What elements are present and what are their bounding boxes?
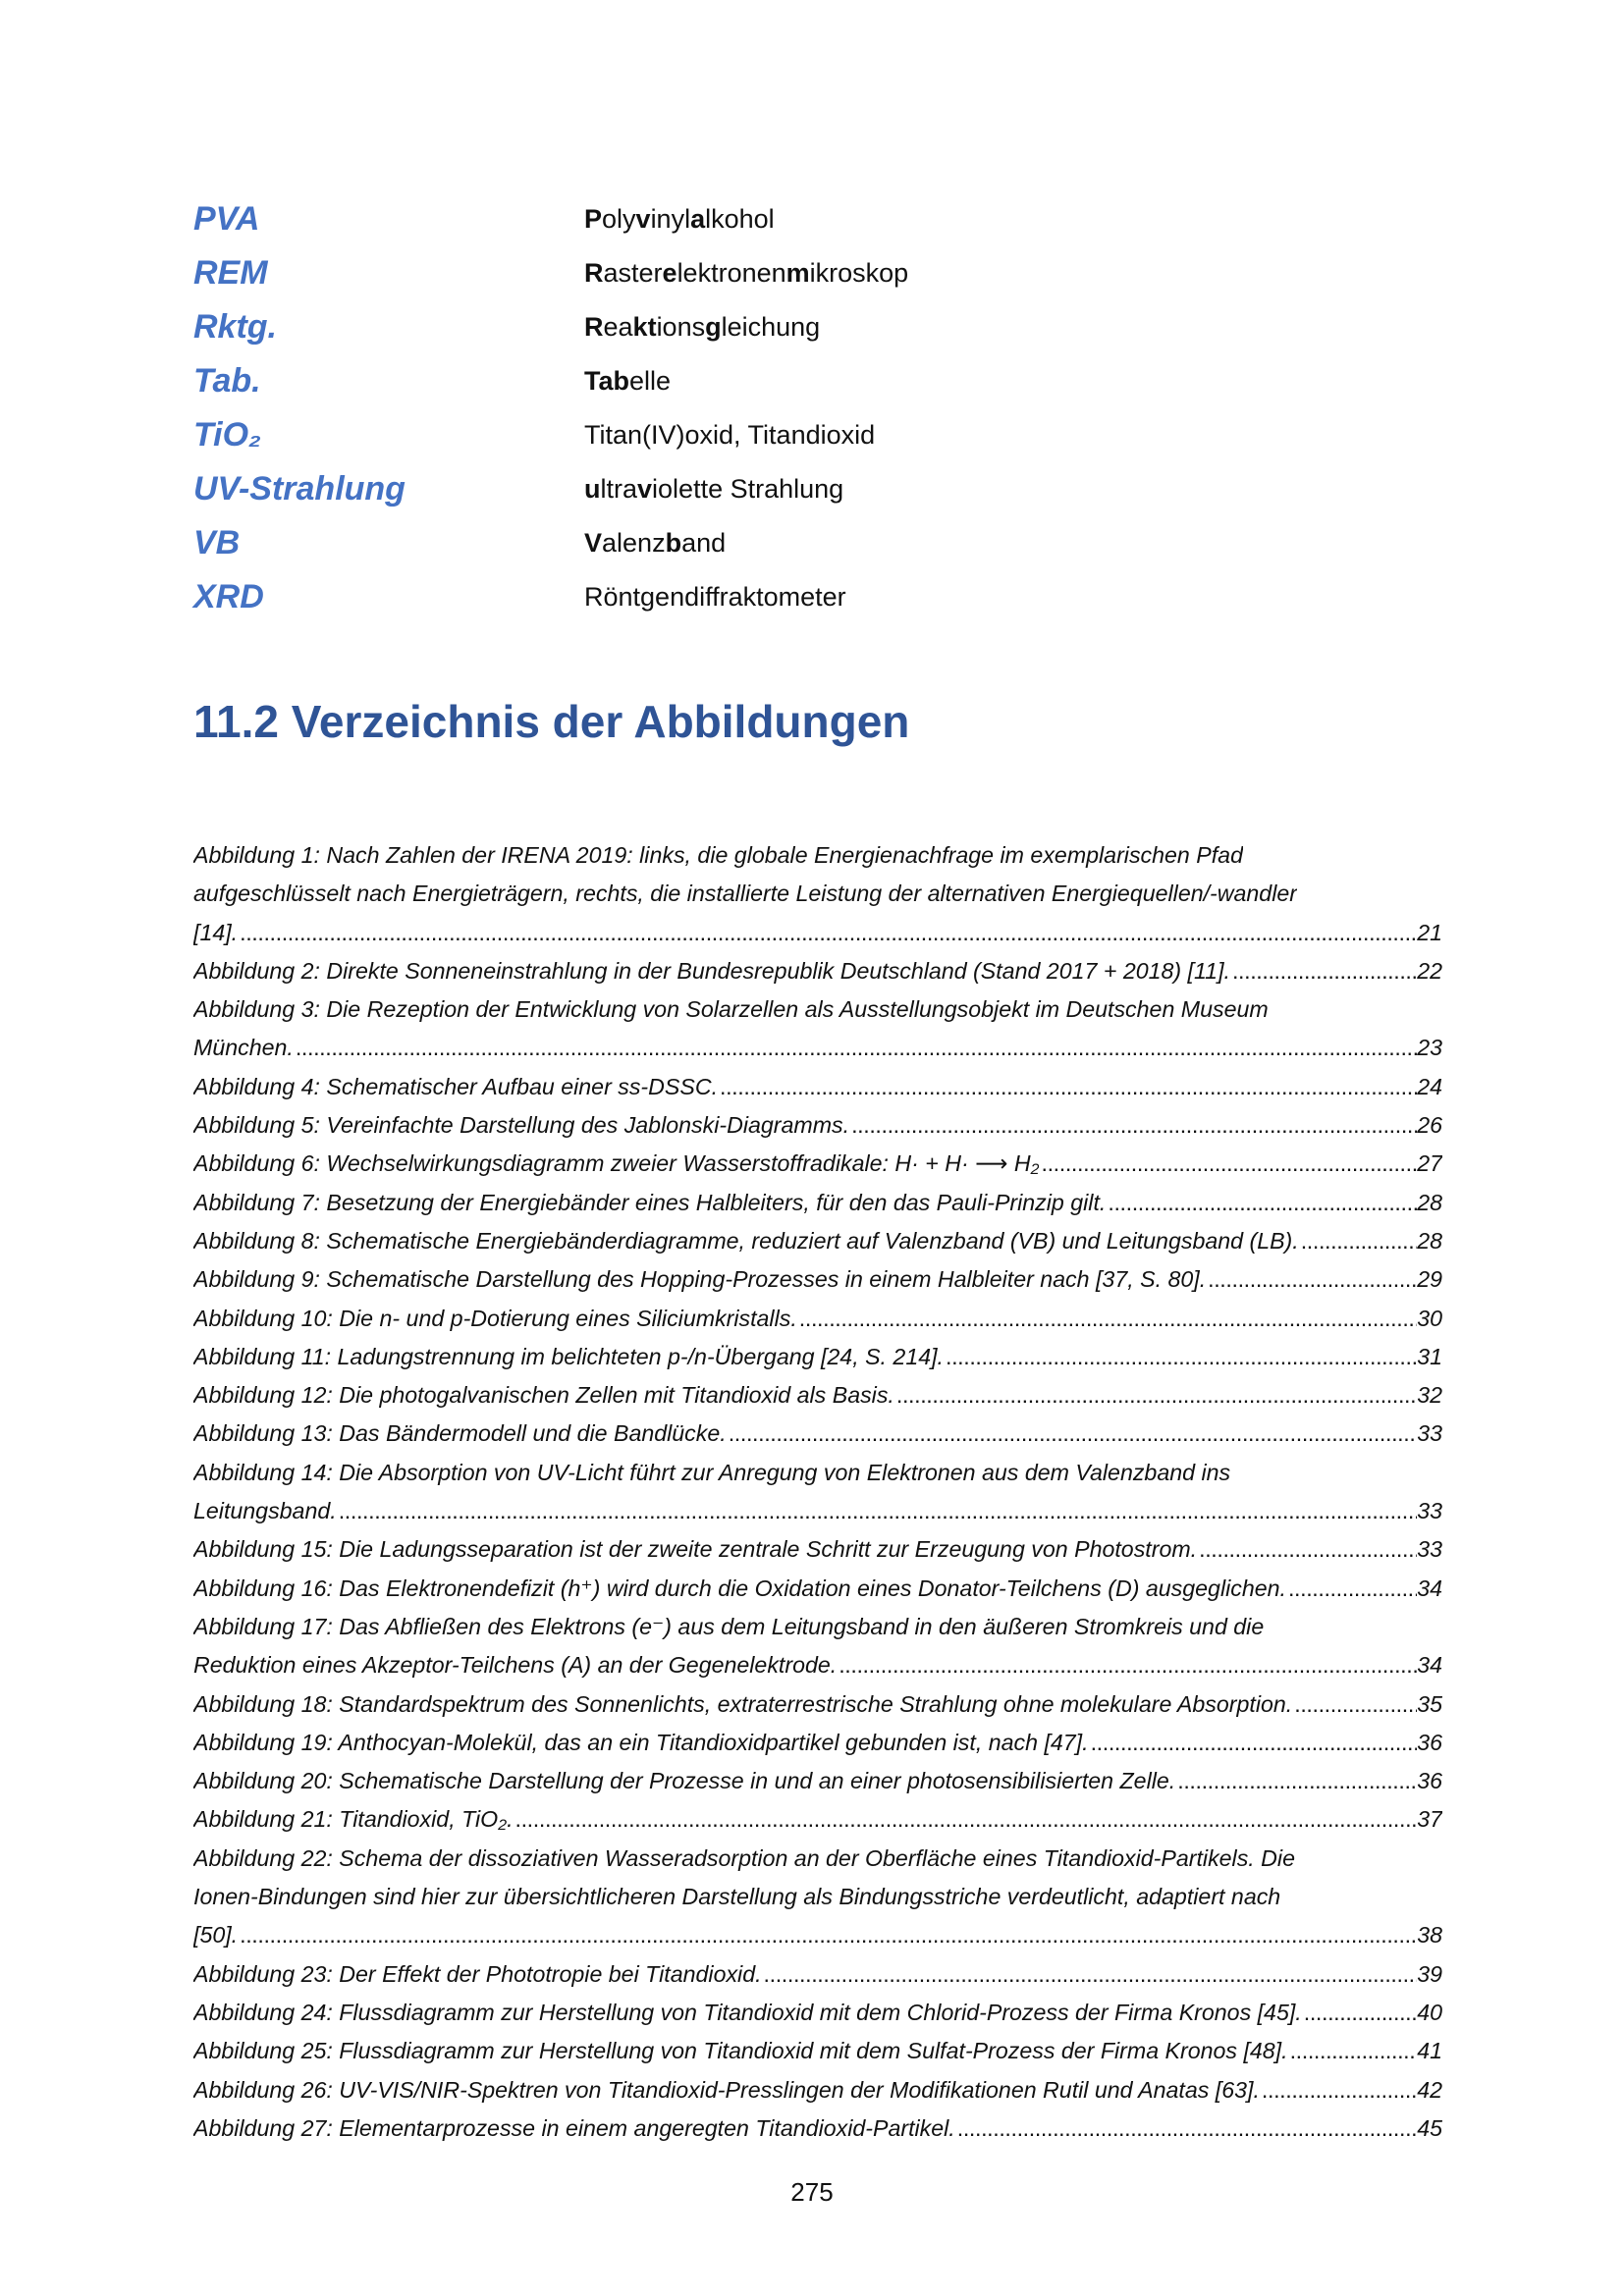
figure-caption-text: aufgeschlüsselt nach Energieträgern, rechts, die installierte Leistung der alternativen Energiequellen/-wandler [193, 881, 1297, 907]
figure-caption-text: Abbildung 24: Flussdiagramm zur Herstellung von Titandioxid mit dem Chlorid-Prozess der Firma Kronos [45]. [193, 1999, 1302, 2025]
description-text: aster [603, 258, 663, 288]
figure-entry-line [193, 1646, 1442, 1684]
description-text: ikroskop [809, 258, 909, 288]
description-text: oly [602, 204, 636, 234]
page-number: 275 [790, 2177, 834, 2207]
abbreviation-term: Tab. [193, 362, 261, 400]
figure-entry-line [193, 1300, 1442, 1338]
description-highlight: u [584, 474, 601, 504]
figure-page-number: 27 [1417, 1150, 1442, 1177]
figure-entry[interactable] [193, 1800, 1442, 1839]
dot-leader [337, 1492, 1418, 1530]
figure-caption-text: Abbildung 4: Schematischer Aufbau einer ss-DSSC. [193, 1073, 719, 1099]
figure-caption-text: Abbildung 21: Titandioxid, TiO₂. [193, 1806, 514, 1833]
figure-entry-line [193, 2071, 1442, 2109]
figure-entry-line [193, 1029, 1442, 1067]
description-text: and [681, 528, 727, 558]
abbreviation-row [193, 354, 1431, 408]
dot-leader [837, 1646, 1417, 1684]
figure-entry[interactable] [193, 1415, 1442, 1453]
figure-entry-line [193, 1184, 1442, 1222]
dot-leader [238, 914, 1417, 952]
figure-page-number: 23 [1417, 1035, 1442, 1061]
abbreviation-term: UV-Strahlung [193, 470, 406, 507]
figure-page-number: 34 [1417, 1652, 1442, 1679]
figure-caption-text: Abbildung 1: Nach Zahlen der IRENA 2019: links, die globale Energienachfrage im exemplarischen Pfad [193, 842, 1243, 868]
figure-entry-line [193, 1222, 1442, 1260]
figure-entry[interactable] [193, 1145, 1442, 1183]
description-text: inyl [650, 204, 691, 234]
figure-entry[interactable] [193, 1994, 1442, 2032]
figure-caption-text: [14]. [193, 919, 239, 945]
description-text: Titan(IV)oxid, Titandioxid [584, 420, 876, 450]
figure-entry-line [193, 1106, 1442, 1145]
dot-leader [762, 1955, 1418, 1994]
abbreviation-term: Rktg. [193, 308, 277, 346]
figure-entry-line [193, 2032, 1442, 2070]
dot-leader [1230, 952, 1417, 990]
figure-caption-text: Abbildung 12: Die photogalvanischen Zellen mit Titandioxid als Basis. [193, 1382, 894, 1409]
figure-page-number: 38 [1417, 1922, 1442, 1949]
figure-caption-text: Abbildung 22: Schema der dissoziativen Wasseradsorption an der Oberfläche eines Titandioxid-Partikels. Die [193, 1844, 1295, 1871]
figure-entry[interactable] [193, 2071, 1442, 2109]
dot-leader [1302, 1994, 1417, 2032]
section-heading: 11.2 Verzeichnis der Abbildungen [193, 696, 910, 747]
abbreviation-description [584, 312, 820, 343]
description-highlight: v [637, 474, 653, 504]
abbreviation-row [193, 462, 1431, 516]
figure-entry-line [193, 1454, 1442, 1492]
figure-page-number: 33 [1417, 1420, 1442, 1447]
dot-leader [894, 1376, 1417, 1415]
figure-page-number: 22 [1417, 957, 1442, 984]
description-text: ltra [600, 474, 638, 504]
figure-entry-line [193, 1762, 1442, 1800]
figure-page-number: 32 [1417, 1382, 1442, 1409]
figure-entry-line [193, 1724, 1442, 1762]
dot-leader [944, 1338, 1417, 1376]
abbreviation-row [193, 570, 1431, 624]
figure-page-number: 31 [1417, 1343, 1442, 1369]
figure-entry-line [193, 1415, 1442, 1453]
dot-leader [238, 1916, 1417, 1954]
dot-leader [1292, 1685, 1417, 1724]
figure-caption-text: Abbildung 19: Anthocyan-Molekül, das an ein Titandioxidpartikel gebunden ist, nach [47]. [193, 1729, 1089, 1755]
figure-caption-text: Abbildung 11: Ladungstrennung im belichteten p-/n-Übergang [24, S. 214]. [193, 1343, 944, 1369]
figure-page-number: 36 [1417, 1768, 1442, 1794]
figure-entry[interactable] [193, 2032, 1442, 2070]
figure-entry[interactable] [193, 1106, 1442, 1145]
abbreviation-description [584, 258, 908, 289]
figure-entry-line [193, 1376, 1442, 1415]
figure-caption-text: Abbildung 7: Besetzung der Energiebänder eines Halbleiters, für den das Pauli-Prinzip gilt. [193, 1189, 1107, 1215]
figure-caption-text: Abbildung 18: Standardspektrum des Sonnenlichts, extraterrestrische Strahlung ohne molekulare Absorption. [193, 1690, 1293, 1717]
description-text: Röntgendiffraktometer [584, 582, 846, 612]
figure-caption-text: Abbildung 5: Vereinfachte Darstellung des Jablonski-Diagramms. [193, 1112, 850, 1139]
figure-entry-line [193, 1068, 1442, 1106]
dot-leader [1197, 1530, 1417, 1569]
dot-leader [955, 2109, 1417, 2148]
figure-caption-text: Leitungsband. [193, 1498, 337, 1524]
figure-entry-line [193, 1145, 1442, 1183]
description-text: leichung [721, 312, 821, 342]
figure-entry-line [193, 1530, 1442, 1569]
dot-leader [1106, 1184, 1417, 1222]
dot-leader [1039, 1145, 1417, 1183]
figure-entry[interactable] [193, 1454, 1442, 1531]
abbreviation-description [584, 366, 671, 397]
figure-entry[interactable] [193, 1570, 1442, 1608]
figure-page-number: 21 [1417, 919, 1442, 945]
dot-leader [849, 1106, 1417, 1145]
figure-caption-text: Abbildung 17: Das Abfließen des Elektrons (e⁻) aus dem Leitungsband in den äußeren Stromkreis und die [193, 1613, 1265, 1639]
figure-page-number: 40 [1417, 1999, 1442, 2025]
figure-caption-text: Abbildung 13: Das Bändermodell und die Bandlücke. [193, 1420, 727, 1447]
figure-entry-line [193, 1840, 1442, 1878]
abbreviation-description [584, 582, 846, 613]
description-highlight: b [665, 528, 682, 558]
description-highlight: V [584, 528, 603, 558]
figure-entry[interactable] [193, 1222, 1442, 1260]
abbreviation-description [584, 528, 726, 559]
abbreviation-term: VB [193, 524, 241, 561]
figure-entry[interactable] [193, 990, 1442, 1068]
figure-caption-text: Ionen-Bindungen sind hier zur übersichtlicheren Darstellung als Bindungsstriche verdeutlicht, adaptiert nach [193, 1884, 1281, 1910]
figure-page-number: 36 [1417, 1729, 1442, 1755]
figure-entry[interactable] [193, 1376, 1442, 1415]
figure-entry-line [193, 1608, 1442, 1646]
figure-caption-text: Abbildung 14: Die Absorption von UV-Licht führt zur Anregung von Elektronen aus dem Valenzband ins [193, 1459, 1231, 1485]
figure-entry-line [193, 1260, 1442, 1299]
figure-entry[interactable] [193, 1530, 1442, 1569]
figure-list [193, 836, 1442, 2148]
description-highlight: kt [632, 312, 657, 342]
figure-caption-text: Abbildung 20: Schematische Darstellung der Prozesse in und an einer photosensibilisierten Zelle. [193, 1768, 1176, 1794]
figure-page-number: 26 [1417, 1112, 1442, 1139]
description-highlight: e [662, 258, 677, 288]
abbreviation-description [584, 204, 775, 235]
description-highlight: g [705, 312, 722, 342]
description-highlight: Tab [584, 366, 629, 396]
abbreviation-row [193, 408, 1431, 462]
figure-caption-text: Abbildung 15: Die Ladungsseparation ist der zweite zentrale Schritt zur Erzeugung von Photostrom. [193, 1536, 1198, 1563]
abbreviation-term: REM [193, 254, 268, 292]
figure-entry-line [193, 952, 1442, 990]
figure-entry-line [193, 1800, 1442, 1839]
figure-page-number: 28 [1417, 1189, 1442, 1215]
abbreviation-row [193, 300, 1431, 354]
figure-page-number: 28 [1417, 1227, 1442, 1254]
dot-leader [1089, 1724, 1418, 1762]
figure-entry[interactable] [193, 1260, 1442, 1299]
figure-entry-line [193, 875, 1442, 913]
figure-entry-line [193, 1994, 1442, 2032]
figure-caption-text: Abbildung 16: Das Elektronendefizit (h⁺) wird durch die Oxidation eines Donator-Teilchens (D) ausgeglichen. [193, 1575, 1286, 1601]
figure-entry-line [193, 2109, 1442, 2148]
description-text: lkohol [705, 204, 775, 234]
dot-leader [1206, 1260, 1417, 1299]
description-text: iolette Strahlung [652, 474, 844, 504]
figure-page-number: 29 [1417, 1266, 1442, 1293]
figure-page-number: 33 [1417, 1536, 1442, 1563]
figure-caption-text: Abbildung 6: Wechselwirkungsdiagramm zweier Wasserstoffradikale: H· + H· ⟶ H₂ [193, 1150, 1040, 1177]
description-text: elle [629, 366, 672, 396]
figure-entry[interactable] [193, 1184, 1442, 1222]
figure-page-number: 39 [1417, 1960, 1442, 1987]
figure-page-number: 24 [1417, 1073, 1442, 1099]
figure-caption-text: Abbildung 9: Schematische Darstellung des Hopping-Prozesses in einem Halbleiter nach [37, S. 80]. [193, 1266, 1207, 1293]
description-text: ions [656, 312, 706, 342]
description-highlight: R [584, 312, 604, 342]
figure-entry[interactable] [193, 1840, 1442, 1955]
figure-entry-line [193, 914, 1442, 952]
figure-entry[interactable] [193, 1608, 1442, 1685]
description-text: alenz [602, 528, 666, 558]
figure-caption-text: Reduktion eines Akzeptor-Teilchens (A) an der Gegenelektrode. [193, 1652, 838, 1679]
figure-entry[interactable] [193, 1762, 1442, 1800]
figure-caption-text: Abbildung 8: Schematische Energiebänderdiagramme, reduziert auf Valenzband (VB) und Leitungsband (LB). [193, 1227, 1299, 1254]
figure-caption-text: [50]. [193, 1922, 239, 1949]
figure-entry[interactable] [193, 1685, 1442, 1724]
dot-leader [1260, 2071, 1417, 2109]
abbreviation-description [584, 420, 875, 451]
description-text: ea [603, 312, 633, 342]
figure-entry-line [193, 1338, 1442, 1376]
description-highlight: m [785, 258, 810, 288]
abbreviation-row [193, 192, 1431, 246]
figure-entry-line [193, 1878, 1442, 1916]
figure-caption-text: Abbildung 2: Direkte Sonneneinstrahlung in der Bundesrepublik Deutschland (Stand 2017 + 2018) [11]. [193, 957, 1230, 984]
dot-leader [1175, 1762, 1417, 1800]
figure-page-number: 30 [1417, 1305, 1442, 1331]
figure-page-number: 42 [1417, 2076, 1442, 2103]
abbreviation-term: XRD [193, 578, 264, 615]
dot-leader [727, 1415, 1418, 1453]
dot-leader [1288, 2032, 1418, 2070]
figure-caption-text: Abbildung 25: Flussdiagramm zur Herstellung von Titandioxid mit dem Sulfat-Prozess der Firma Kronos [48]. [193, 2038, 1288, 2064]
dot-leader [797, 1300, 1417, 1338]
abbreviation-term: PVA [193, 200, 260, 238]
description-highlight: v [635, 204, 651, 234]
figure-caption-text: Abbildung 23: Der Effekt der Phototropie bei Titandioxid. [193, 1960, 762, 1987]
figure-entry[interactable] [193, 1955, 1442, 1994]
figure-entry-line [193, 1492, 1442, 1530]
figure-entry[interactable] [193, 1724, 1442, 1762]
figure-entry[interactable] [193, 1068, 1442, 1106]
figure-caption-text: Abbildung 10: Die n- und p-Dotierung eines Siliciumkristalls. [193, 1305, 797, 1331]
figure-entry-line [193, 1570, 1442, 1608]
dot-leader [294, 1029, 1417, 1067]
abbreviation-term: TiO₂ [193, 416, 262, 454]
dot-leader [718, 1068, 1417, 1106]
dot-leader [1286, 1570, 1417, 1608]
figure-entry-line [193, 1685, 1442, 1724]
figure-caption-text: Abbildung 26: UV-VIS/NIR-Spektren von Titandioxid-Presslingen der Modifikationen Rutil und Anatas [63]. [193, 2076, 1260, 2103]
description-highlight: R [584, 258, 604, 288]
abbreviation-row [193, 516, 1431, 570]
figure-entry[interactable] [193, 1300, 1442, 1338]
figure-caption-text: Abbildung 3: Die Rezeption der Entwicklung von Solarzellen als Ausstellungsobjekt im Deutschen Museum [193, 996, 1269, 1023]
figure-entry[interactable] [193, 836, 1442, 952]
figure-entry-line [193, 990, 1442, 1029]
figure-entry-line [193, 1955, 1442, 1994]
figure-page-number: 41 [1417, 2038, 1442, 2064]
abbreviation-list [193, 192, 1431, 624]
figure-entry[interactable] [193, 1338, 1442, 1376]
abbreviation-row [193, 246, 1431, 300]
dot-leader [1299, 1222, 1417, 1260]
figure-caption-text: Abbildung 27: Elementarprozesse in einem angeregten Titandioxid-Partikel. [193, 2114, 955, 2141]
figure-page-number: 35 [1417, 1690, 1442, 1717]
abbreviation-description [584, 474, 843, 505]
figure-entry[interactable] [193, 2109, 1442, 2148]
figure-page-number: 37 [1417, 1806, 1442, 1833]
dot-leader [514, 1800, 1418, 1839]
description-text: lektronen [677, 258, 786, 288]
figure-entry-line [193, 836, 1442, 875]
figure-entry[interactable] [193, 952, 1442, 990]
description-highlight: P [584, 204, 603, 234]
figure-entry-line [193, 1916, 1442, 1954]
figure-caption-text: München. [193, 1035, 294, 1061]
figure-page-number: 34 [1417, 1575, 1442, 1601]
description-highlight: a [690, 204, 706, 234]
figure-page-number: 33 [1417, 1498, 1442, 1524]
figure-page-number: 45 [1417, 2114, 1442, 2141]
